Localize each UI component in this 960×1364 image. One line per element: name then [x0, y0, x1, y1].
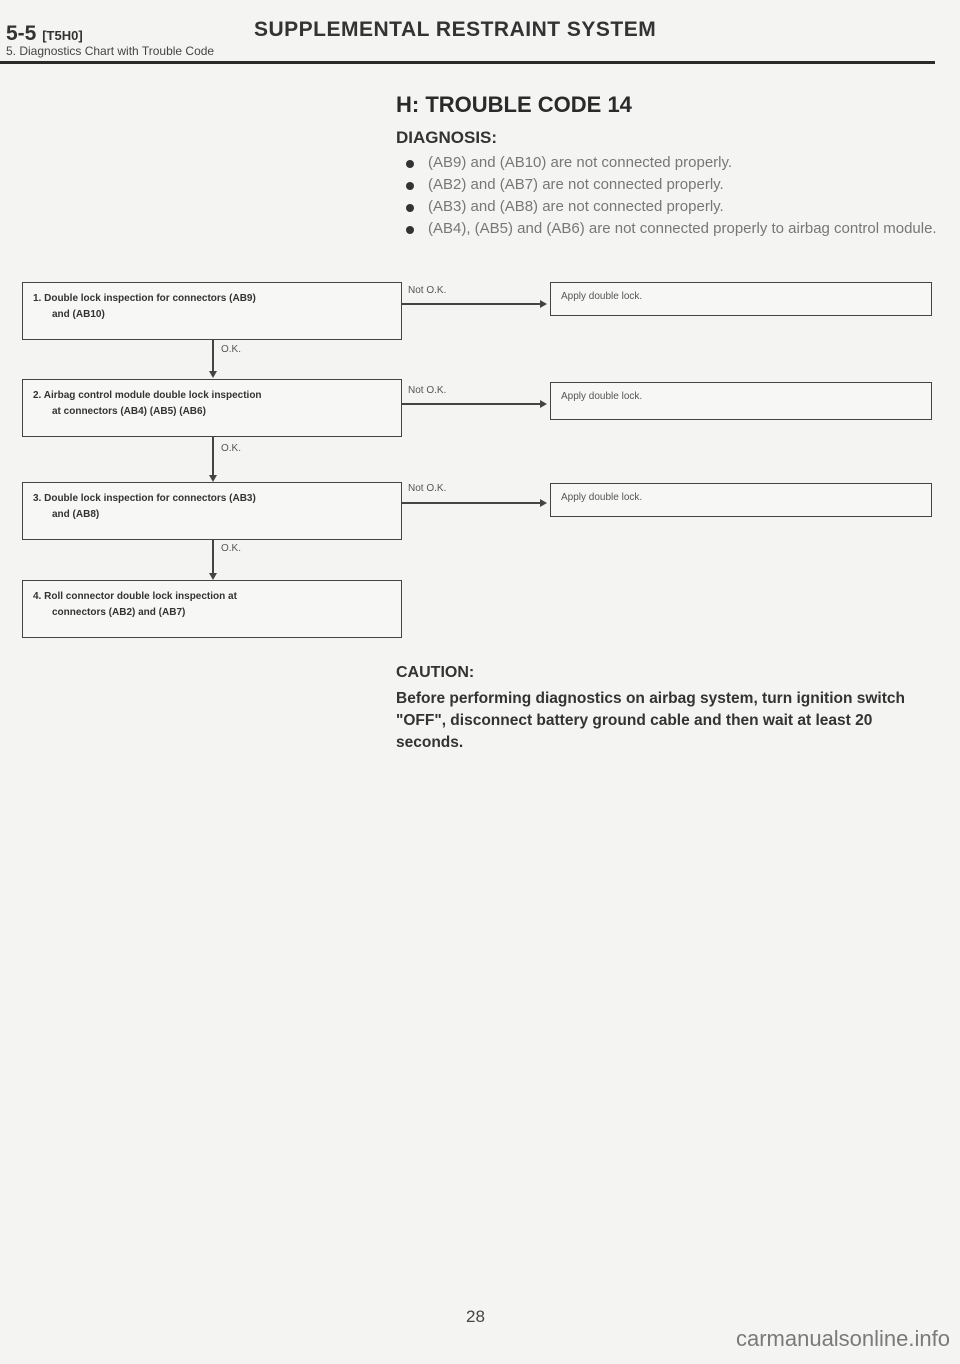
not-ok-label: Not O.K. — [408, 483, 447, 494]
step-text-line1: 2. Airbag control module double lock inspection — [33, 390, 262, 401]
step-text-line2: at connectors (AB4) (AB5) (AB6) — [52, 406, 206, 417]
bullet-icon — [406, 160, 414, 168]
ok-connector-2 — [212, 437, 214, 475]
list-item — [406, 152, 946, 174]
arrow-down-icon — [209, 371, 217, 378]
arrow-right-icon — [540, 300, 547, 308]
step-text-line1: 4. Roll connector double lock inspection at — [33, 591, 237, 602]
flow-step-1 — [22, 282, 402, 340]
arrow-down-icon — [209, 573, 217, 580]
bullet-icon — [406, 226, 414, 234]
not-ok-connector-1 — [402, 303, 540, 305]
section-tag: [T5H0] — [42, 28, 83, 43]
caution-heading: CAUTION: — [396, 664, 475, 681]
section-title: H: TROUBLE CODE 14 — [396, 92, 632, 117]
action-box-1: Apply double lock. — [550, 282, 932, 316]
ok-label: O.K. — [221, 443, 242, 454]
ok-label: O.K. — [221, 344, 242, 355]
ok-label: O.K. — [221, 543, 242, 554]
watermark: carmanualsonline.info — [735, 1326, 950, 1351]
arrow-right-icon — [540, 400, 547, 408]
header-divider — [0, 61, 935, 64]
ok-connector-3 — [212, 540, 214, 573]
flow-step-2 — [22, 379, 402, 437]
section-code — [6, 22, 83, 46]
flow-step-4 — [22, 580, 402, 638]
diagnosis-list — [406, 152, 946, 240]
diagnosis-text: (AB9) and (AB10) are not connected properly. — [428, 154, 733, 171]
ok-connector-1 — [212, 340, 214, 371]
action-box-2: Apply double lock. — [550, 382, 932, 420]
diagnosis-text: (AB2) and (AB7) are not connected properly. — [428, 176, 724, 193]
flow-step-3 — [22, 482, 402, 540]
step-text-line2: and (AB8) — [52, 509, 100, 520]
list-item — [406, 218, 946, 240]
section-number: 5-5 — [6, 22, 37, 45]
step-text-line2: connectors (AB2) and (AB7) — [52, 607, 186, 618]
step-text-line2: and (AB10) — [52, 309, 105, 320]
arrow-down-icon — [209, 475, 217, 482]
bullet-icon — [406, 182, 414, 190]
not-ok-label: Not O.K. — [408, 285, 447, 296]
step-text-line1: 3. Double lock inspection for connectors (AB3) — [33, 493, 256, 504]
page-subtitle: 5. Diagnostics Chart with Trouble Code — [6, 44, 215, 58]
list-item — [406, 196, 946, 218]
not-ok-label: Not O.K. — [408, 385, 447, 396]
not-ok-connector-2 — [402, 403, 540, 405]
diagnosis-heading: DIAGNOSIS: — [396, 128, 498, 147]
diagnosis-text: (AB3) and (AB8) are not connected properly. — [428, 198, 724, 215]
page-title: SUPPLEMENTAL RESTRAINT SYSTEM — [254, 18, 657, 41]
not-ok-connector-3 — [402, 502, 540, 504]
action-box-3: Apply double lock. — [550, 483, 932, 517]
diagnosis-text: (AB4), (AB5) and (AB6) are not connected properly to airbag control module. — [428, 220, 937, 237]
list-item — [406, 174, 946, 196]
arrow-right-icon — [540, 499, 547, 507]
page-number: 28 — [466, 1307, 485, 1326]
bullet-icon — [406, 204, 414, 212]
step-text-line1: 1. Double lock inspection for connectors (AB9) — [33, 293, 256, 304]
caution-text: Before performing diagnostics on airbag system, turn ignition switch "OFF", disconnect battery ground cable and then wait at least 20 seconds. — [396, 690, 905, 751]
